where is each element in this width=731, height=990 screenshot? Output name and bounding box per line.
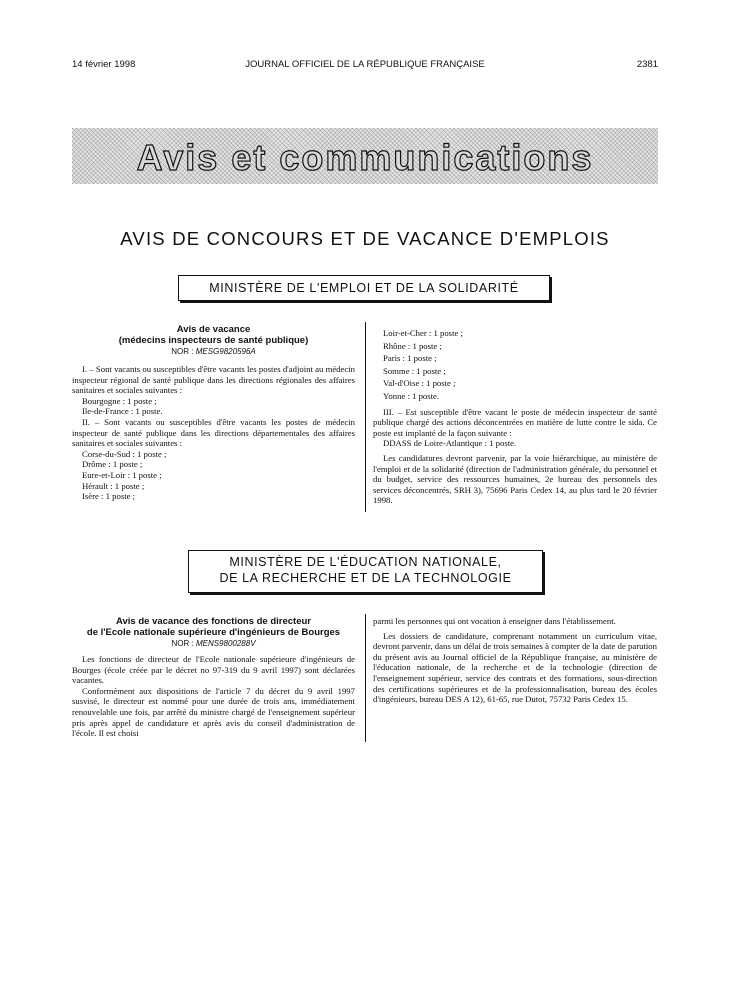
article1-left-column: [72, 324, 355, 502]
article1-paragraph-4: Les candidatures devront parvenir, par la voie hiérarchique, au ministère de l'emploi et de la solidarité (direction de l'administration générale, du personnel et du budget, service des ressources humaines, 2e bureau des personnels des services déconcentrés, SRH 3), 75696 Paris Cedex 14, au plus tard le 20 février 1998.: [373, 452, 657, 506]
article1-title: [72, 324, 355, 346]
banner-title: Avis et communications: [136, 137, 594, 178]
article2-title-line2: de l'Ecole nationale supérieure d'ingénieurs de Bourges: [86, 627, 341, 638]
list-item: Corse-du-Sud : 1 poste ;: [82, 448, 167, 459]
article2-title-line1: Avis de vacance des fonctions de directeur: [116, 616, 311, 627]
article1-right-column: [373, 327, 657, 506]
article1-title-line1: Avis de vacance: [176, 324, 251, 335]
article2-paragraph-2: Conformément aux dispositions de l'article 7 du décret du 9 avril 1997 susvisé, le directeur est nommé pour une durée de trois ans, immédiatement renouvelable une fois, par arrêté du ministre chargé de l'enseignement supérieur pris après appel de candidature et après avis du conseil d'administration de l'école. Il est choisi: [72, 685, 355, 739]
article2-right-column: [373, 616, 657, 705]
list-item: Bourgogne : 1 poste ;: [82, 395, 157, 406]
header-journal-title: JOURNAL OFFICIEL DE LA RÉPUBLIQUE FRANÇAISE: [245, 59, 485, 70]
ministry-name-line1: MINISTÈRE DE L'ÉDUCATION NATIONALE,: [229, 555, 502, 569]
header-date: 14 février 1998: [72, 59, 136, 70]
list-item: Yonne : 1 poste.: [383, 390, 440, 401]
list-item: Eure-et-Loir : 1 poste ;: [82, 469, 162, 480]
list-item: Isère : 1 poste ;: [82, 491, 136, 502]
article2-paragraph-1: Les fonctions de directeur de l'Ecole nationale supérieure d'ingénieurs de Bourges (école créée par le décret no 97-319 du 9 avril 1997) sont déclarées vacantes.: [72, 654, 355, 686]
article1-paragraph-1: I. – Sont vacants ou susceptibles d'être vacants les postes d'adjoint au médecin inspecteur régional de santé publique dans les directions régionales des affaires sanitaires et sociales suivantes :: [72, 364, 355, 396]
list-item: Rhône : 1 poste ;: [383, 340, 442, 351]
nor-code: MESG9820596A: [195, 347, 256, 356]
article2-left-column: [72, 616, 355, 739]
ministry-box-emploi: [178, 275, 550, 301]
column-divider: [365, 322, 366, 512]
list-item: DDASS de Loire-Atlantique : 1 poste.: [383, 438, 517, 449]
ministry-name-line2: DE LA RECHERCHE ET DE LA TECHNOLOGIE: [219, 571, 512, 585]
article2-paragraph-3: parmi les personnes qui ont vocation à enseigner dans l'établissement.: [373, 616, 616, 626]
list-item: Ile-de-France : 1 poste.: [82, 406, 163, 417]
article1-title-line2: (médecins inspecteurs de santé publique): [118, 335, 309, 346]
column-divider: [365, 614, 366, 742]
article1-nor: [72, 347, 355, 356]
list-item: Drôme : 1 poste ;: [82, 459, 143, 470]
ministry-name: MINISTÈRE DE L'EMPLOI ET DE LA SOLIDARITÉ: [209, 281, 519, 295]
list-item: Paris : 1 poste ;: [383, 353, 437, 364]
list-item: Val-d'Oise : 1 poste ;: [383, 378, 456, 389]
article1-paragraph-2: II. – Sont vacants ou susceptibles d'être vacants les postes de médecin inspecteur de santé publique dans les directions départementales des affaires sanitaires et sociales suivantes :: [72, 416, 355, 449]
nor-code: MENS9800288V: [195, 639, 256, 648]
list-item: Somme : 1 poste ;: [383, 365, 446, 376]
section-heading: AVIS DE CONCOURS ET DE VACANCE D'EMPLOIS: [120, 228, 610, 249]
list-item: Hérault : 1 poste ;: [82, 480, 145, 491]
article2-paragraph-4: Les dossiers de candidature, comprenant notamment un curriculum vitae, devront parvenir, dans un délai de trois semaines à compter de la date de parution du présent avis au Journal officiel de la République française, au ministère de l'éducation nationale, de la recherche et de la technologie (direction de l'enseignement supérieur, service des contrats et des formations, sous-direction des certifications supérieures et de la professionnalisation, bureau des écoles d'ingénieurs, bureau DES A 12), 61-65, rue Dutot, 75732 Paris Cedex 15.: [373, 630, 657, 705]
article1-paragraph-3: III. – Est susceptible d'être vacant le poste de médecin inspecteur de santé publique chargé des actions déconcentrées en matière de lutte contre le sida. Ce poste est implanté de la façon suivante :: [373, 406, 657, 438]
article2-nor: [72, 639, 355, 648]
nor-label: NOR :: [171, 347, 194, 356]
nor-label: NOR :: [171, 639, 194, 648]
ministry-box-education: [188, 550, 543, 593]
list-item: Loir-et-Cher : 1 poste ;: [383, 328, 463, 338]
header-page-number: 2381: [636, 59, 658, 70]
article2-title: [72, 616, 355, 638]
